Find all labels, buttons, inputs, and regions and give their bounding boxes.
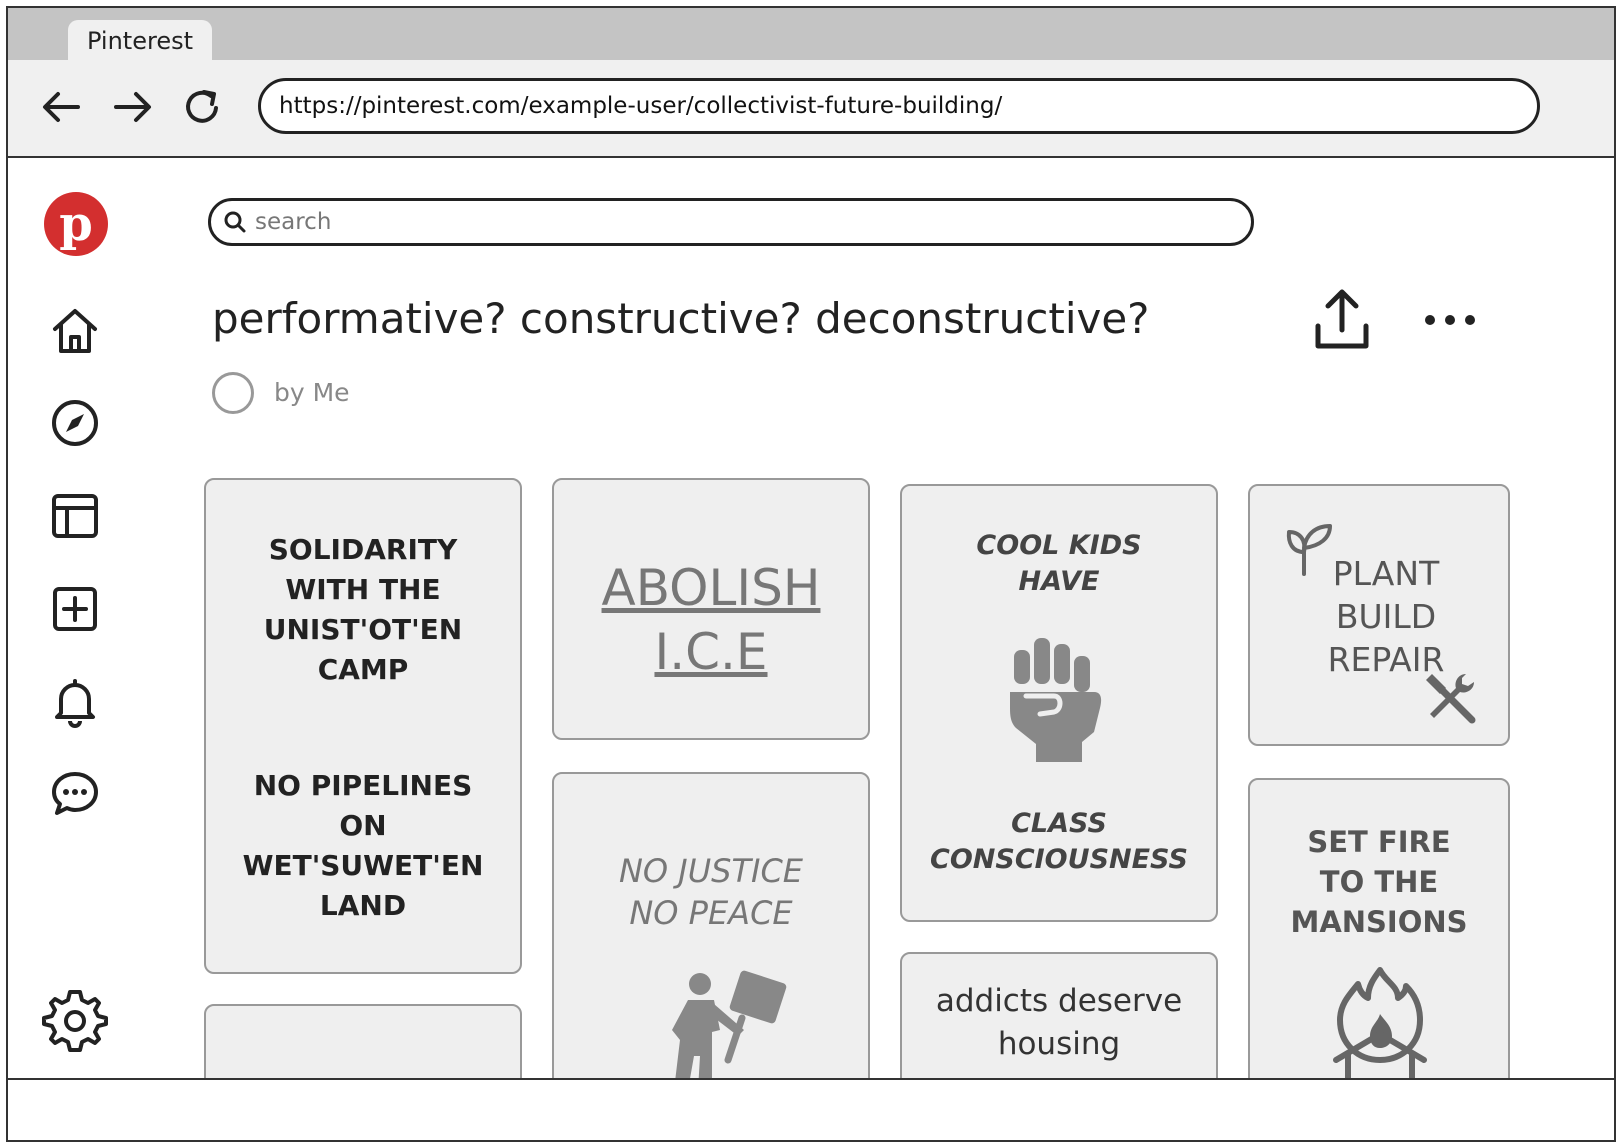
pin-text: I.C.E [654, 623, 768, 681]
pin-card[interactable] [552, 478, 870, 740]
pin-text: LAND [319, 889, 407, 922]
reload-icon[interactable] [178, 82, 228, 132]
home-icon[interactable] [40, 296, 110, 366]
pin-text: CONSCIOUSNESS [930, 844, 1188, 875]
share-icon[interactable] [1308, 286, 1376, 354]
search-bar[interactable] [208, 198, 1254, 246]
pin-text: TO THE [1319, 865, 1439, 899]
search-icon [223, 210, 247, 234]
pin-card[interactable] [900, 484, 1218, 922]
pin-text: PLANT [1332, 554, 1440, 593]
pin-card[interactable] [1248, 484, 1510, 746]
boards-icon[interactable] [40, 481, 110, 551]
avatar[interactable] [212, 372, 254, 414]
pin-text: CAMP [317, 653, 409, 686]
pin-text: UNIST'OT'EN [263, 613, 463, 646]
pin-text: NO PIPELINES [253, 769, 473, 802]
pin-text: BUILD [1335, 597, 1437, 636]
create-icon[interactable] [40, 574, 110, 644]
board-byline[interactable]: by Me [274, 378, 350, 407]
board-title: performative? constructive? deconstructive? [212, 294, 1150, 343]
pin-text: WITH THE [285, 573, 441, 606]
explore-icon[interactable] [40, 388, 110, 458]
pin-text: REPAIR [1327, 640, 1445, 679]
page-content [8, 158, 1614, 1078]
tab-bar [8, 8, 1614, 60]
pinterest-logo[interactable]: p [44, 192, 108, 256]
search-input[interactable] [253, 208, 1237, 236]
pin-text: housing [997, 1026, 1121, 1062]
pin-text: addicts deserve [935, 983, 1183, 1019]
pin-text: SET FIRE [1307, 825, 1451, 859]
browser-toolbar [8, 60, 1614, 158]
pin-text: NO PEACE [629, 894, 793, 932]
tools-icon [1422, 670, 1478, 730]
pin-text: ON [339, 809, 387, 842]
address-bar[interactable]: https://pinterest.com/example-user/collectivist-future-building/ [258, 78, 1540, 134]
pin-card[interactable] [204, 478, 522, 974]
notifications-icon[interactable] [40, 666, 110, 736]
browser-tab[interactable]: Pinterest [68, 20, 212, 62]
pin-text: ABOLISH [601, 559, 821, 617]
fist-icon [1006, 636, 1110, 770]
more-icon[interactable] [1418, 300, 1482, 340]
messages-icon[interactable] [40, 758, 110, 828]
pin-text: WET'SUWET'EN [242, 849, 484, 882]
pin-text: HAVE [1018, 566, 1100, 597]
pin-text: NO JUSTICE [618, 852, 803, 890]
pin-text: CLASS [1011, 808, 1107, 839]
house-fire-icon [1332, 964, 1428, 1088]
gear-icon[interactable] [40, 984, 110, 1054]
pin-text: SOLIDARITY [268, 533, 458, 566]
protester-icon [658, 970, 788, 1094]
pin-text: MANSIONS [1290, 905, 1468, 939]
browser-window [6, 6, 1616, 1142]
pin-text: COOL KIDS [976, 530, 1142, 561]
back-icon[interactable] [36, 82, 86, 132]
forward-icon[interactable] [108, 82, 158, 132]
window-bottom-frame [8, 1078, 1614, 1142]
